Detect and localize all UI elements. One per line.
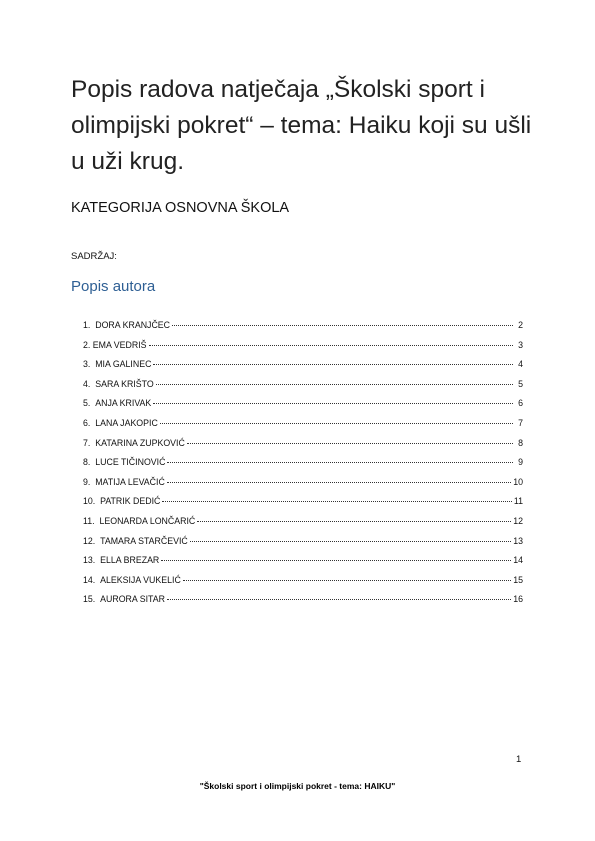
toc-entry-page: 12 [513, 515, 523, 526]
toc-entry[interactable] [83, 320, 523, 340]
toc-entry-name: TAMARA STARČEVIĆ [100, 535, 188, 546]
toc-entry-page: 14 [513, 555, 523, 566]
toc-entry-number: 12. [83, 535, 101, 546]
table-of-contents [83, 320, 523, 614]
toc-entry[interactable] [83, 340, 523, 360]
toc-entry-page: 16 [513, 594, 523, 605]
toc-entry[interactable] [83, 496, 523, 516]
toc-entry-name: DORA KRANJČEC [95, 320, 171, 330]
toc-entry-number: 6. [83, 417, 96, 428]
toc-leader-dots [183, 580, 511, 581]
toc-entry-name: LUCE TIČINOVIĆ [95, 457, 166, 468]
toc-entry-page: 5 [518, 378, 523, 389]
toc-entry-name: ALEKSIJA VUKELIĆ [100, 574, 181, 585]
toc-entry-name: KATARINA ZUPKOVIĆ [95, 437, 185, 448]
toc-entry-number: 15. [83, 594, 101, 605]
toc-entry[interactable] [83, 477, 523, 497]
toc-entry[interactable] [83, 457, 523, 477]
toc-entry-page: 15 [513, 574, 523, 585]
toc-leader-dots [149, 345, 513, 346]
toc-entry-name: SARA KRIŠTO [95, 378, 154, 389]
toc-entry-number: 9. [83, 476, 96, 487]
toc-entry-name: ELLA BREZAR [100, 555, 160, 566]
toc-entry-page: 11 [513, 496, 523, 507]
toc-entry-page: 8 [518, 437, 523, 448]
toc-entry[interactable] [83, 438, 523, 458]
toc-entry-page: 13 [513, 535, 523, 546]
toc-entry-number: 8. [83, 457, 96, 468]
toc-entry-name: ANJA KRIVAK [95, 398, 152, 409]
toc-leader-dots [172, 325, 513, 326]
toc-entry-name: MIA GALINEC [95, 359, 152, 370]
toc-leader-dots [161, 560, 511, 561]
toc-entry-page: 10 [513, 476, 523, 487]
toc-entry[interactable] [83, 536, 523, 556]
toc-heading: Popis autora [71, 278, 156, 295]
toc-entry[interactable] [83, 379, 523, 399]
toc-entry-name: EMA VEDRIŠ [92, 339, 147, 350]
toc-leader-dots [167, 462, 513, 463]
toc-entry-number: 2. [83, 339, 93, 350]
toc-entry-name: LEONARDA LONČARIĆ [99, 515, 196, 526]
toc-leader-dots [197, 521, 511, 522]
toc-entry[interactable] [83, 418, 523, 438]
toc-entry-number: 7. [83, 437, 96, 448]
toc-entry-name: PATRIK DEDIĆ [100, 496, 161, 507]
toc-entry[interactable] [83, 594, 523, 614]
toc-leader-dots [153, 403, 513, 404]
toc-entry-number: 11. [83, 515, 100, 526]
toc-leader-dots [167, 482, 511, 483]
toc-entry-page: 6 [518, 398, 523, 409]
document-title: Popis radova natječaja „Školski sport i olimpijski pokret“ – tema: Haiku koji su ušli u uži krug. [71, 76, 532, 175]
toc-entry[interactable] [83, 516, 523, 536]
page-number: 1 [516, 754, 522, 765]
toc-entry-page: 9 [518, 457, 523, 468]
toc-leader-dots [190, 541, 511, 542]
toc-entry-page: 4 [518, 359, 523, 370]
toc-entry-page: 3 [518, 339, 523, 350]
toc-entry-name: MATIJA LEVAČIĆ [95, 476, 165, 487]
toc-entry[interactable] [83, 555, 523, 575]
toc-leader-dots [156, 384, 513, 385]
toc-entry[interactable] [83, 359, 523, 379]
toc-entry-name: AURORA SITAR [100, 594, 165, 605]
toc-entry-number: 10. [83, 496, 101, 507]
toc-entry-name: LANA JAKOPIC [95, 417, 158, 428]
toc-entry-number: 5. [83, 398, 96, 409]
toc-leader-dots [153, 364, 513, 365]
toc-entry[interactable] [83, 575, 523, 595]
toc-entry-number: 3. [83, 359, 96, 370]
toc-leader-dots [160, 423, 513, 424]
contents-label: SADRŽAJ: [71, 251, 117, 262]
toc-entry-number: 1. [83, 320, 96, 330]
toc-entry-page: 7 [518, 417, 523, 428]
toc-entry-number: 13. [83, 555, 101, 566]
toc-entry-page: 2 [518, 320, 523, 330]
toc-leader-dots [162, 501, 511, 502]
toc-entry-number: 4. [83, 378, 96, 389]
toc-entry[interactable] [83, 398, 523, 418]
page-footer: "Školski sport i olimpijski pokret - tema: HAIKU" [199, 781, 396, 791]
toc-entry-number: 14. [83, 574, 101, 585]
toc-leader-dots [187, 443, 513, 444]
toc-leader-dots [167, 599, 511, 600]
category-heading: KATEGORIJA OSNOVNA ŠKOLA [71, 200, 290, 216]
